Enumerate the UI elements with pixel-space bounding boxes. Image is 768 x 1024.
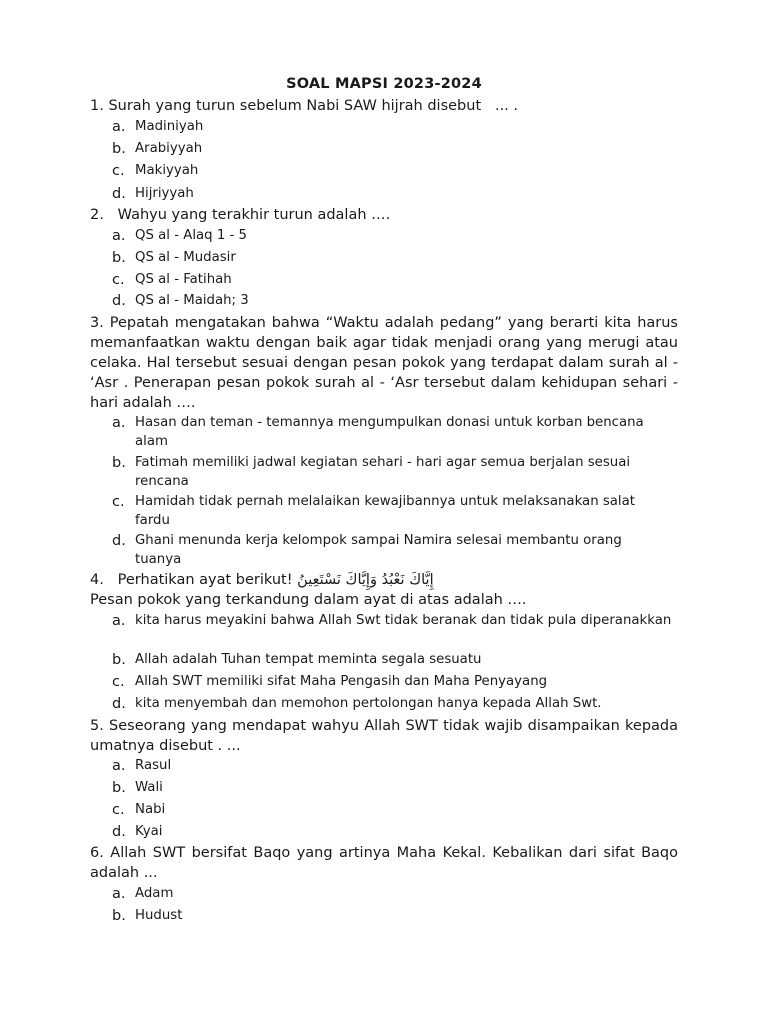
question-4-option-c: [112, 673, 672, 692]
option-letter: c.: [112, 163, 125, 179]
option-text: Hamidah tidak pernah melalaikan kewajibannya untuk melaksanakan salat fardu: [135, 494, 635, 528]
option-letter: d.: [112, 824, 126, 840]
option-text: Fatimah memiliki jadwal kegiatan sehari - hari agar semua berjalan sesuai rencana: [135, 455, 631, 489]
question-5-option-c: [112, 801, 672, 820]
question-6-stem: 6. Allah SWT bersifat Baqo yang artinya Maha Kekal. Kebalikan dari sifat Baqo adalah ...: [90, 845, 678, 881]
option-text: Rasul: [135, 758, 172, 773]
option-text: kita menyembah dan memohon pertolongan hanya kepada Allah Swt.: [135, 696, 602, 711]
option-letter: a.: [112, 758, 126, 774]
option-text: Hijriyyah: [135, 186, 194, 201]
option-text: Madiniyah: [135, 119, 204, 134]
option-letter: d.: [112, 533, 126, 549]
option-text: Makiyyah: [135, 163, 199, 178]
option-letter: b.: [112, 780, 126, 796]
question-6-option-b: [112, 907, 672, 926]
question-5-option-b: [112, 779, 672, 798]
option-letter: a.: [112, 613, 126, 629]
option-letter: a.: [112, 886, 126, 902]
question-3-option-a: [112, 414, 672, 451]
question-4-prompt: 4. Perhatikan ayat berikut!: [90, 572, 298, 588]
question-5-option-a: [112, 757, 672, 776]
option-letter: a.: [112, 228, 126, 244]
question-5-option-d: [112, 823, 672, 842]
option-text: Hudust: [135, 908, 183, 923]
option-text: QS al - Maidah; 3: [135, 293, 249, 308]
option-text: QS al - Fatihah: [135, 272, 232, 287]
question-4-stem: [90, 570, 678, 590]
option-letter: a.: [112, 415, 126, 431]
question-3-option-c: [112, 493, 672, 530]
option-letter: b.: [112, 455, 126, 471]
question-1-stem: 1. Surah yang turun sebelum Nabi SAW hijrah disebut ... .: [90, 98, 519, 114]
question-3-option-d: [112, 532, 672, 569]
question-5-stem: 5. Seseorang yang mendapat wahyu Allah SWT tidak wajib disampaikan kepada umatnya disebut . ...: [90, 718, 678, 754]
question-6-option-a: [112, 885, 672, 904]
option-text: Allah SWT memiliki sifat Maha Pengasih dan Maha Penyayang: [135, 674, 548, 689]
option-text: Allah adalah Tuhan tempat meminta segala sesuatu: [135, 652, 482, 667]
question-2-option-d: [112, 292, 672, 311]
option-letter: b.: [112, 908, 126, 924]
question-2-option-a: [112, 227, 672, 246]
option-letter: a.: [112, 119, 126, 135]
option-letter: c.: [112, 674, 125, 690]
option-text: Ghani menunda kerja kelompok sampai Namira selesai membantu orang tuanya: [135, 533, 622, 567]
question-3-stem: 3. Pepatah mengatakan bahwa “Waktu adalah pedang” yang berarti kita harus memanfaatkan waktu dengan baik agar tidak menjadi orang yang merugi atau celaka. Hal tersebut sesuai dengan pesan pokok yang terdapat dalam surah al - ‘Asr . Penerapan pesan pokok surah al - ‘Asr tersebut dalam kehidupan sehari - hari adalah ….: [90, 315, 678, 411]
question-1-option-c: [112, 162, 672, 181]
question-2-option-c: [112, 271, 672, 290]
question-4-option-b: [112, 651, 672, 670]
option-text: Wali: [135, 780, 163, 795]
option-letter: c.: [112, 494, 125, 510]
question-4-option-d: [112, 695, 672, 714]
question-3-option-b: [112, 454, 672, 491]
arabic-verse: إِيَّاكَ نَعْبُدُ وَإِيَّاكَ نَسْتَعِينُ: [297, 572, 434, 588]
option-letter: b.: [112, 652, 126, 668]
option-letter: c.: [112, 802, 125, 818]
option-text: Kyai: [135, 824, 163, 839]
option-text: QS al - Mudasir: [135, 250, 236, 265]
document-title: SOAL MAPSI 2023-2024: [286, 76, 482, 92]
question-2-stem: 2. Wahyu yang terakhir turun adalah ….: [90, 207, 391, 223]
question-1-option-d: [112, 185, 672, 204]
option-text: kita harus meyakini bahwa Allah Swt tidak beranak dan tidak pula diperanakkan: [135, 613, 672, 628]
option-letter: b.: [112, 250, 126, 266]
question-2-option-b: [112, 249, 672, 268]
option-letter: d.: [112, 696, 126, 712]
option-letter: d.: [112, 186, 126, 202]
question-1-option-a: [112, 118, 672, 137]
option-text: Arabiyyah: [135, 141, 203, 156]
option-letter: b.: [112, 141, 126, 157]
question-4-stem-continued: Pesan pokok yang terkandung dalam ayat di atas adalah ….: [90, 592, 527, 608]
question-1-option-b: [112, 140, 672, 159]
option-letter: c.: [112, 272, 125, 288]
option-text: Adam: [135, 886, 174, 901]
question-4-option-a: [112, 612, 672, 631]
option-text: Nabi: [135, 802, 166, 817]
option-text: Hasan dan teman - temannya mengumpulkan donasi untuk korban bencana alam: [135, 415, 644, 449]
option-text: QS al - Alaq 1 - 5: [135, 228, 248, 243]
option-letter: d.: [112, 293, 126, 309]
